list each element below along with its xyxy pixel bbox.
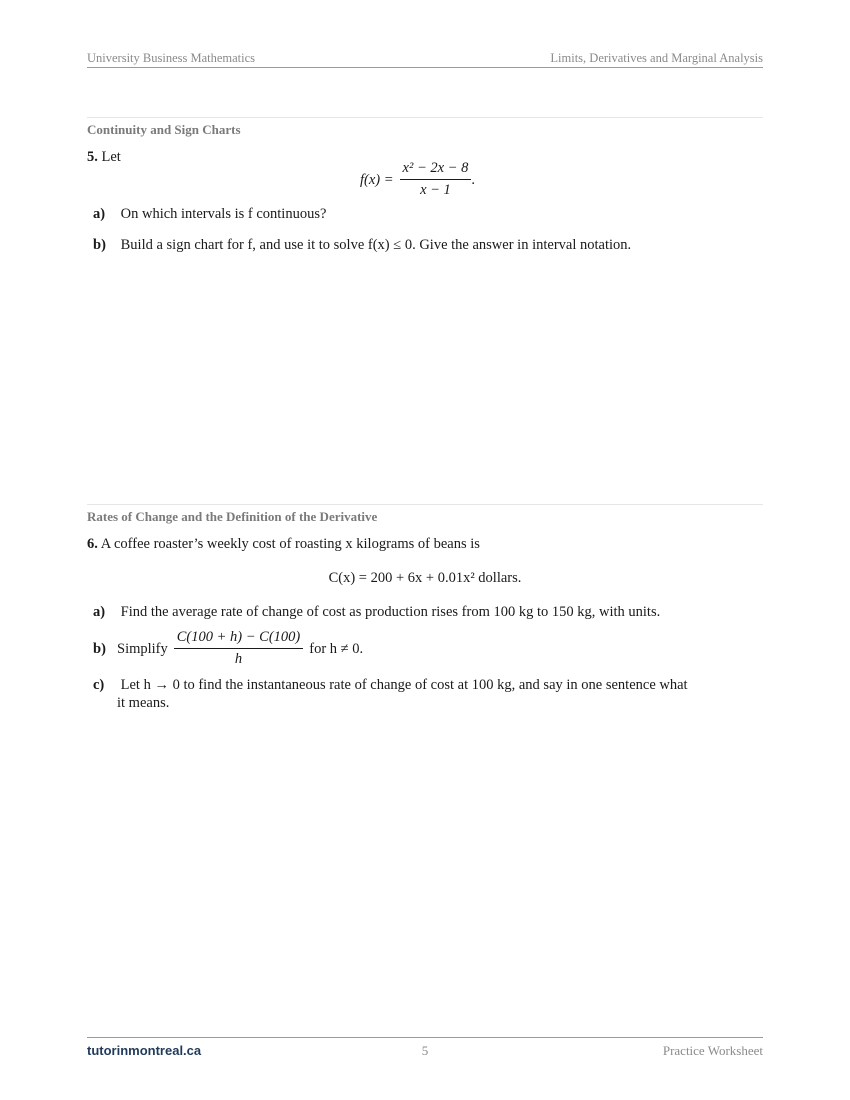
problem-6-intro — [87, 535, 480, 553]
part-label: a) — [93, 206, 106, 222]
problem-5-formula — [360, 160, 475, 199]
header-divider — [87, 67, 763, 68]
formula-period: . — [471, 171, 475, 188]
part-label: b) — [93, 640, 106, 657]
part-6c — [93, 676, 688, 694]
part-6c-continuation — [117, 694, 169, 712]
part-6b — [93, 629, 363, 668]
problem-5-intro — [87, 148, 121, 166]
section-divider — [87, 504, 763, 505]
part-5b — [93, 236, 631, 254]
part-text-before: Simplify — [117, 640, 168, 657]
footer-divider — [87, 1037, 763, 1038]
problem-number: 5. — [87, 149, 98, 165]
difference-quotient — [174, 629, 303, 668]
difference-quotient-numerator: C(100 + h) − C(100) — [174, 629, 303, 649]
difference-quotient-denominator: h — [234, 651, 243, 667]
part-label: a) — [93, 604, 106, 620]
formula-fraction — [400, 160, 472, 199]
formula-denominator: x − 1 — [420, 182, 451, 198]
page-number: 5 — [421, 1043, 429, 1058]
part-6a — [93, 603, 660, 621]
part-text-line1: Let h → 0 to find the instantaneous rate of change of cost at 100 kg, and say in one sentence what — [120, 677, 688, 693]
formula-numerator: x² − 2x − 8 — [400, 160, 472, 180]
part-text-after: for h ≠ 0. — [309, 640, 364, 657]
footer-website-link[interactable]: tutorinmontreal.ca — [87, 1043, 202, 1058]
part-text: On which intervals is f continuous? — [120, 206, 327, 222]
header-chapter-title: Limits, Derivatives and Marginal Analysis — [550, 51, 763, 65]
problem-intro-text: A coffee roaster’s weekly cost of roasting x kilograms of beans is — [100, 536, 480, 552]
part-text-line2: it means. — [117, 695, 170, 711]
section-title-continuity: Continuity and Sign Charts — [87, 122, 241, 137]
cost-function: C(x) = 200 + 6x + 0.01x² dollars. — [328, 570, 522, 586]
part-text: Build a sign chart for f, and use it to solve f(x) ≤ 0. Give the answer in interval notation. — [120, 237, 632, 253]
header-course-title: University Business Mathematics — [87, 51, 256, 65]
footer-worksheet-label: Practice Worksheet — [662, 1043, 763, 1058]
formula-lhs: f(x) = — [360, 171, 394, 188]
problem-6-formula — [0, 569, 850, 587]
part-label: b) — [93, 237, 106, 253]
part-label: c) — [93, 677, 105, 693]
part-5a — [93, 205, 326, 223]
part-text: Find the average rate of change of cost as production rises from 100 kg to 150 kg, with units. — [120, 604, 661, 620]
problem-intro-text: Let — [101, 149, 121, 165]
problem-number: 6. — [87, 536, 98, 552]
section-title-rates-of-change: Rates of Change and the Definition of the Derivative — [87, 509, 378, 524]
section-divider — [87, 117, 763, 118]
